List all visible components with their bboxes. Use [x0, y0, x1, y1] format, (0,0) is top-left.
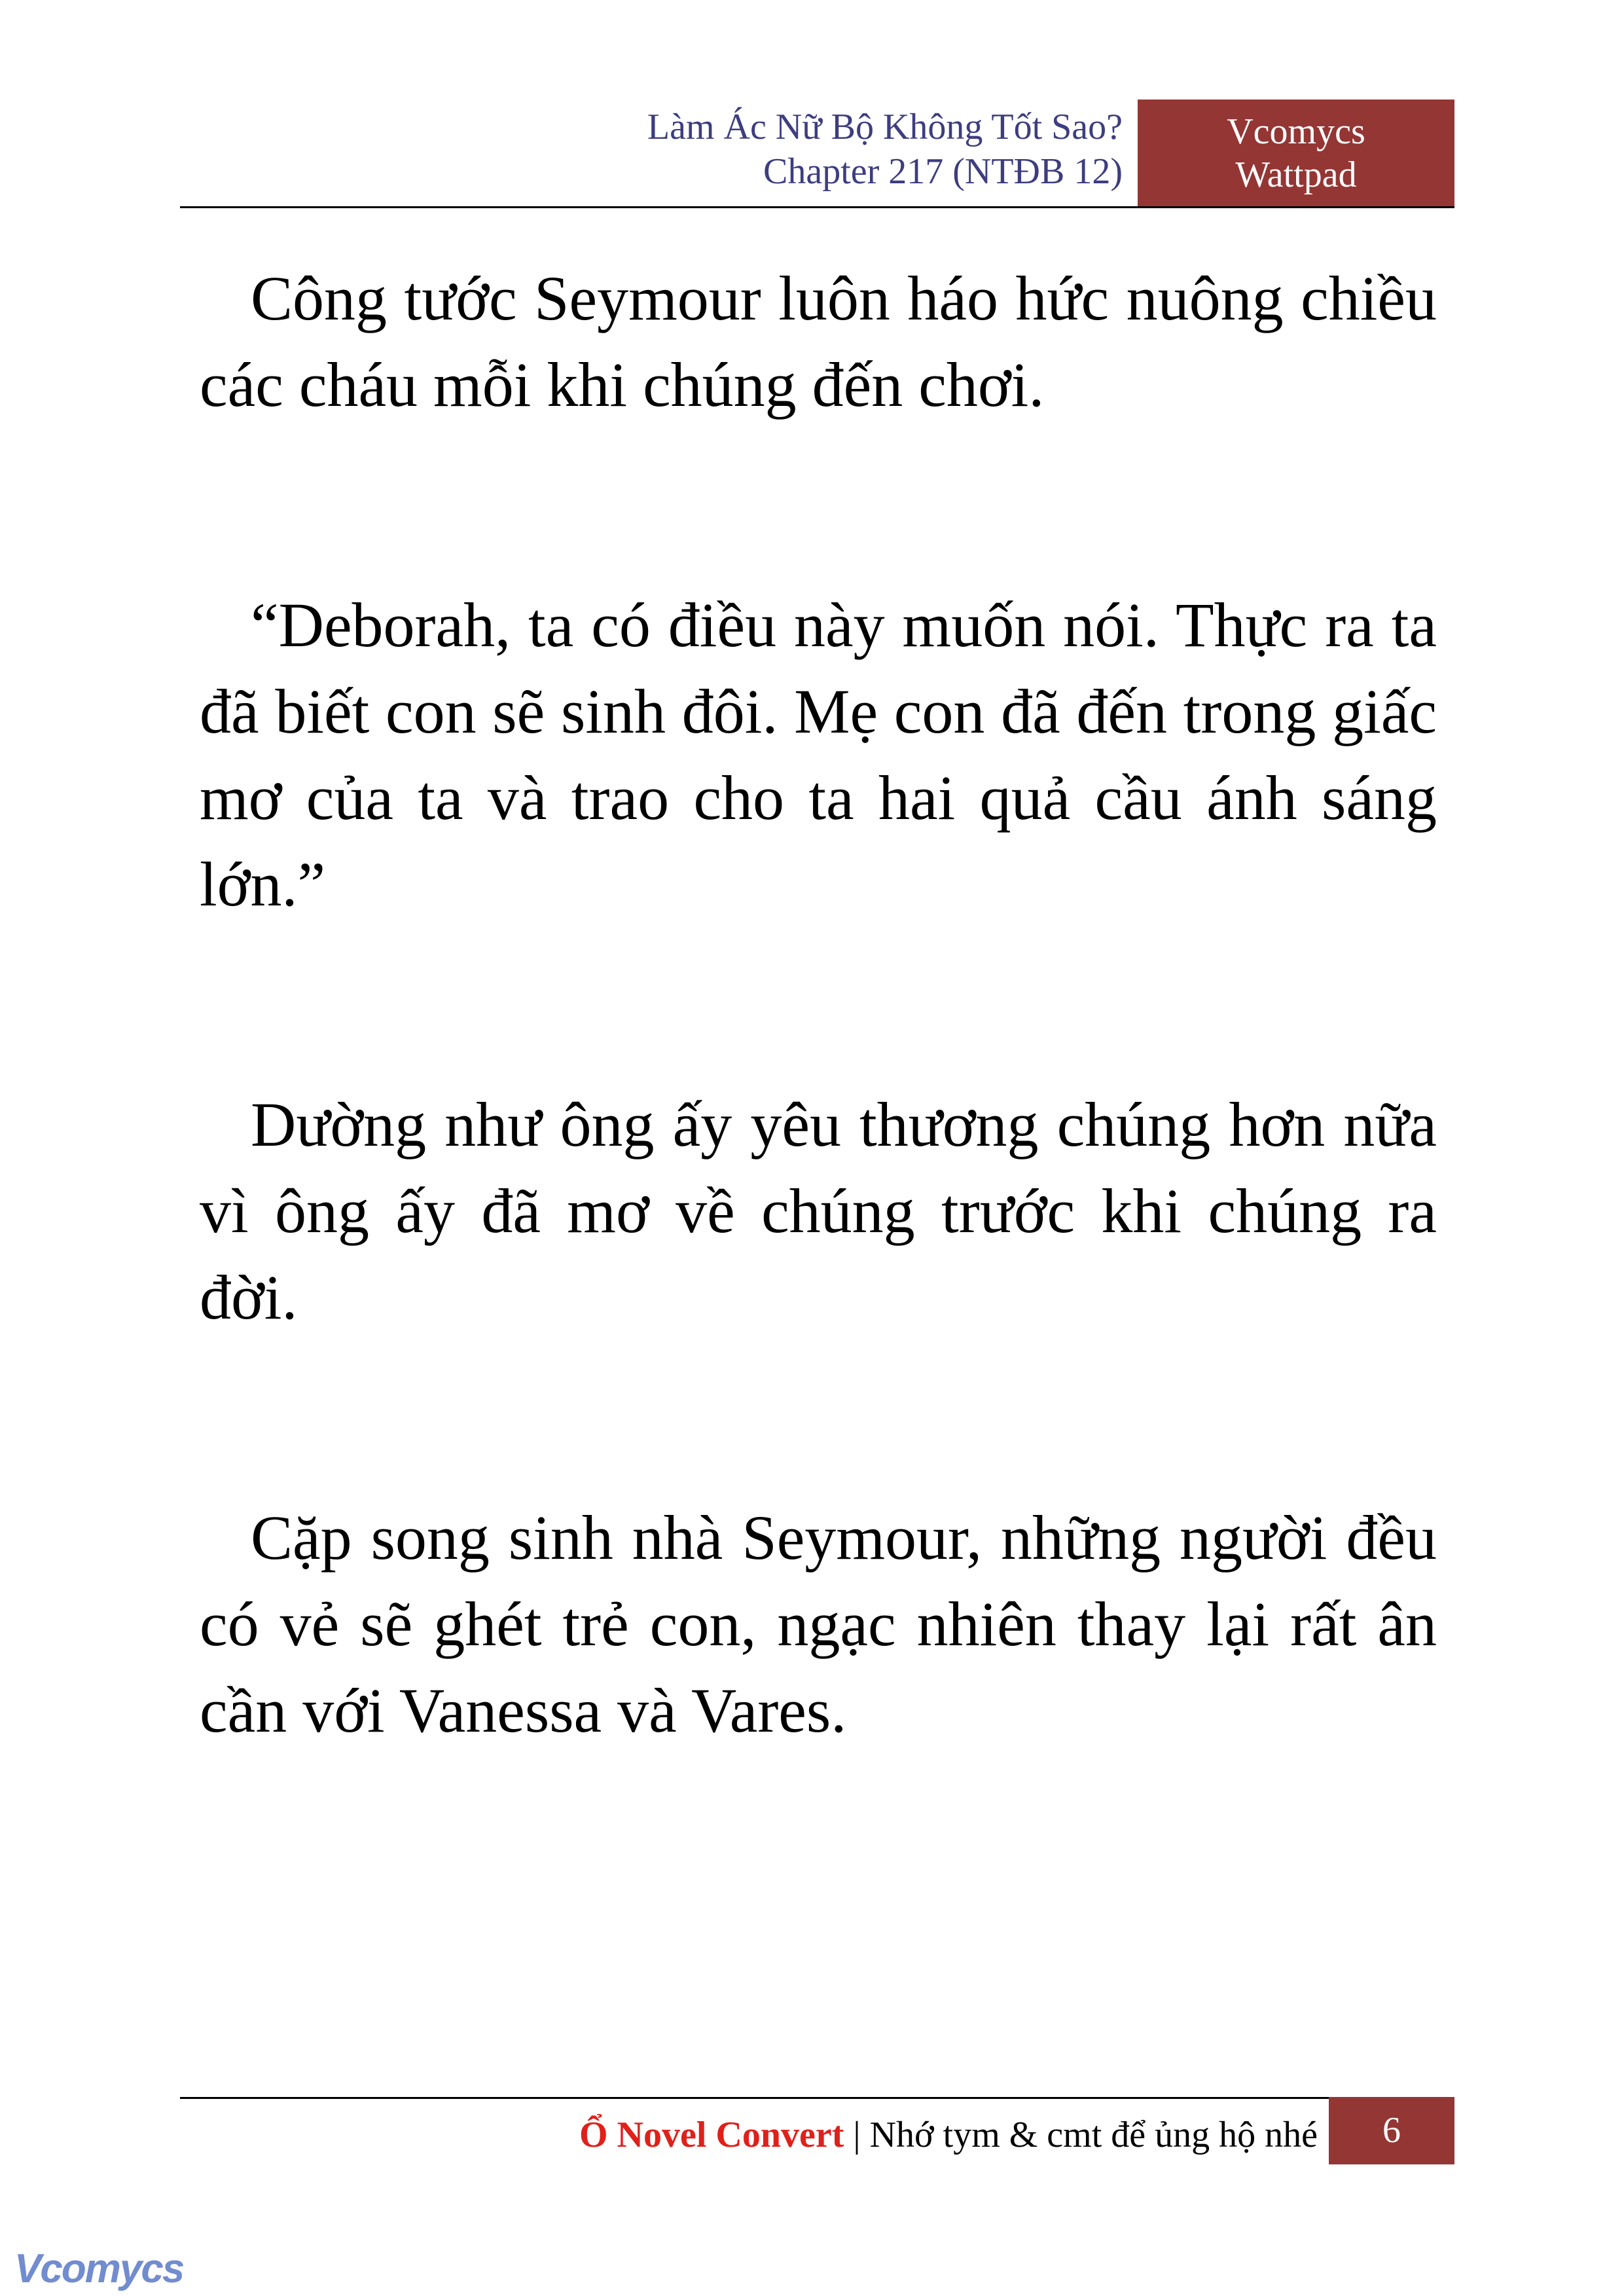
- running-header: [180, 105, 1123, 194]
- footer-divider: [180, 2097, 1454, 2099]
- source-badge: [1138, 100, 1454, 206]
- source-badge-line2: Wattpad: [1235, 154, 1357, 195]
- paragraph-3: Dường như ông ấy yêu thương chúng hơn nữa vì ông ấy đã mơ về chúng trước khi chúng ra đời.: [200, 1089, 1437, 1332]
- vcomycs-logo: Vcomycs: [14, 2246, 184, 2291]
- footer-credit: [180, 2104, 1318, 2166]
- page-content: [200, 255, 1437, 1754]
- footer-note: Nhớ tym & cmt để ủng hộ nhé: [869, 2115, 1318, 2155]
- source-badge-line1: Vcomycs: [1227, 111, 1365, 152]
- paragraph-4: Cặp song sinh nhà Seymour, những người đều có vẻ sẽ ghét trẻ con, ngạc nhiên thay lại rất ân cần với Vanessa và Vares.: [200, 1503, 1437, 1745]
- page-number: 6: [1329, 2097, 1454, 2164]
- header-divider: [180, 206, 1454, 208]
- book-title: Làm Ác Nữ Bộ Không Tốt Sao?: [647, 107, 1123, 147]
- paragraph-2: “Deborah, ta có điều này muốn nói. Thực ra ta đã biết con sẽ sinh đôi. Mẹ con đã đến trong giấc mơ của ta và trao cho ta hai quả cầu ánh sáng lớn.”: [200, 590, 1437, 919]
- footer-brand: Ổ Novel Convert: [579, 2115, 844, 2155]
- chapter-label: Chapter 217 (NTĐB 12): [763, 151, 1123, 192]
- footer-separator: |: [853, 2115, 861, 2155]
- paragraph-1: Công tước Seymour luôn háo hức nuông chiều các cháu mỗi khi chúng đến chơi.: [200, 263, 1437, 420]
